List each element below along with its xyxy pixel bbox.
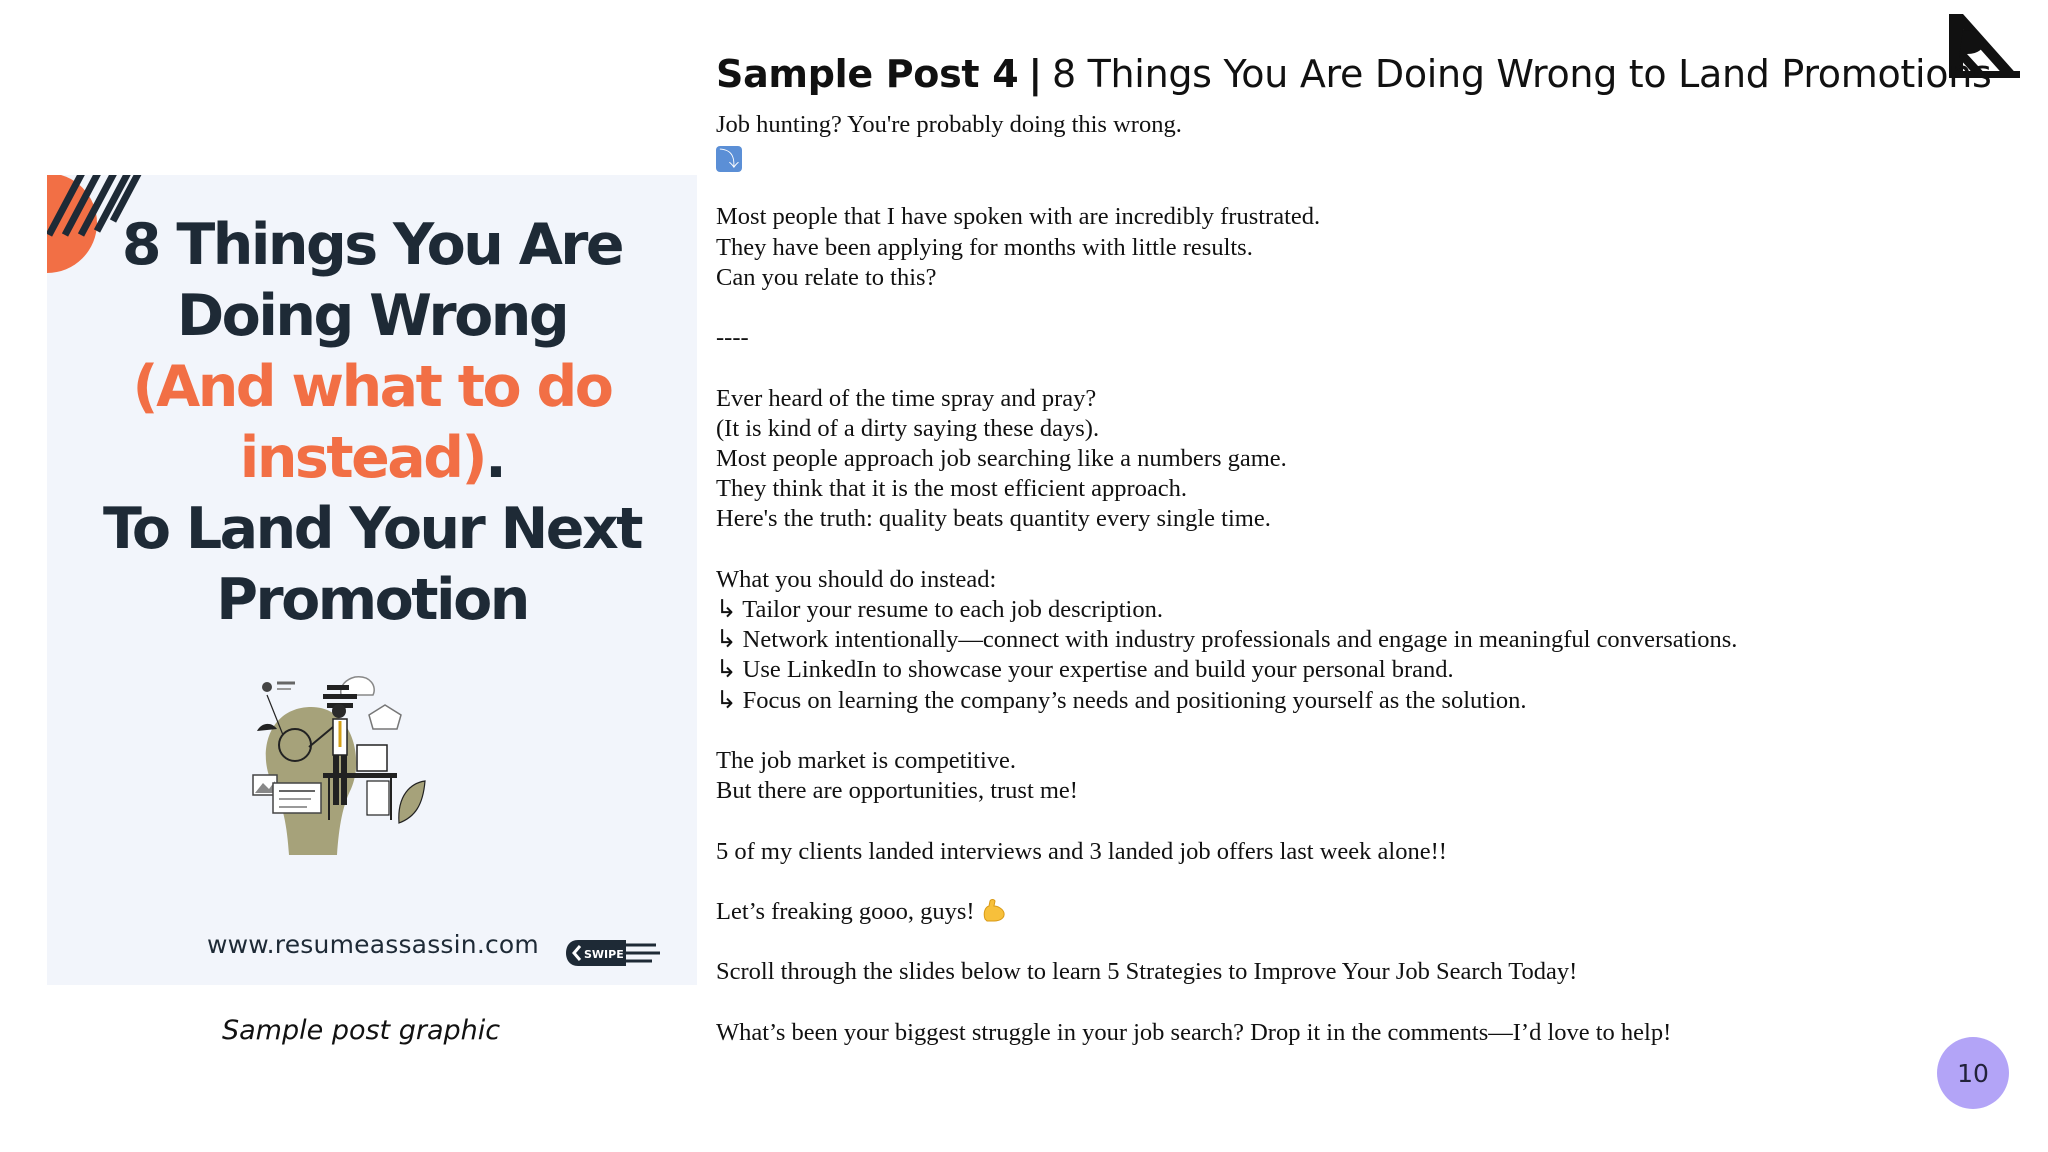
post-title: [716, 52, 1992, 96]
headline-highlight: (And what to do: [132, 354, 612, 420]
post-line: But there are opportunities, trust me!: [716, 777, 1078, 805]
post-line: [716, 927, 1956, 957]
headline-period: .: [485, 425, 505, 491]
list-item: ↳ Tailor your resume to each job description.: [716, 595, 1163, 623]
post-line: (It is kind of a dirty saying these days).: [716, 414, 1100, 442]
graphic-caption: Sample post graphic: [222, 1015, 501, 1046]
post-divider: ----: [716, 324, 749, 352]
post-line: Ever heard of the time spray and pray?: [716, 384, 1097, 412]
title-separator: |: [1028, 52, 1042, 96]
list-item: ↳ Focus on learning the company’s needs and positioning yourself as the solution.: [716, 686, 1527, 714]
list-item: ↳ Use LinkedIn to showcase your expertise and build your personal brand.: [716, 656, 1454, 684]
post-line: They have been applying for months with little results.: [716, 233, 1253, 261]
headline-line: 8 Things You Are: [121, 212, 623, 278]
post-line: What’s been your biggest struggle in your job search? Drop it in the comments—I’d love to help!: [716, 1018, 1672, 1046]
job-search-illustration: [247, 665, 547, 885]
post-line: [716, 353, 1956, 383]
post-line: [716, 293, 1956, 323]
post-line: [716, 140, 1956, 172]
post-line: [716, 897, 1956, 927]
sample-post-graphic: [47, 175, 697, 985]
post-line-text: Let’s freaking gooo, guys!: [716, 897, 975, 925]
post-line: Scroll through the slides below to learn 5 Strategies to Improve Your Job Search Today!: [716, 958, 1578, 986]
post-line: 5 of my clients landed interviews and 3 landed job offers last week alone!!: [716, 837, 1447, 865]
post-line: [716, 535, 1956, 565]
headline-line: Promotion: [216, 567, 528, 633]
headline-line: Doing Wrong: [176, 283, 568, 349]
down-arrow-emoji: ⤵: [716, 146, 742, 172]
post-line: They think that it is the most efficient approach.: [716, 475, 1188, 503]
post-line: The job market is competitive.: [716, 746, 1017, 774]
post-line: Most people approach job searching like a numbers game.: [716, 444, 1287, 472]
post-line: What you should do instead:: [716, 565, 997, 593]
post-line: [716, 806, 1956, 836]
post-line: Job hunting? You're probably doing this wrong.: [716, 111, 1182, 138]
post-line: Here's the truth: quality beats quantity every single time.: [716, 505, 1271, 533]
post-line: [716, 867, 1956, 897]
post-line: [716, 172, 1956, 202]
flexed-biceps-emoji: [981, 897, 1007, 923]
list-item: ↳ Network intentionally—connect with industry professionals and engage in meaningful conversations.: [716, 626, 1738, 654]
website-url: www.resumeassassin.com: [207, 930, 539, 959]
post-line: [716, 716, 1956, 746]
post-subtitle: 8 Things You Are Doing Wrong to Land Promotions: [1051, 52, 1992, 96]
headline-highlight: instead): [239, 425, 486, 491]
post-line: Most people that I have spoken with are incredibly frustrated.: [716, 203, 1321, 231]
swipe-label: SWIPE: [584, 948, 624, 961]
post-label: Sample Post 4: [716, 52, 1019, 96]
graphic-headline: [47, 210, 697, 636]
post-body: [716, 110, 1956, 1048]
page-number-badge: 10: [1937, 1037, 2009, 1109]
headline-line: To Land Your Next: [103, 496, 641, 562]
post-line: [716, 988, 1956, 1018]
post-line: Can you relate to this?: [716, 263, 937, 291]
swipe-arrow-icon: [564, 938, 660, 968]
